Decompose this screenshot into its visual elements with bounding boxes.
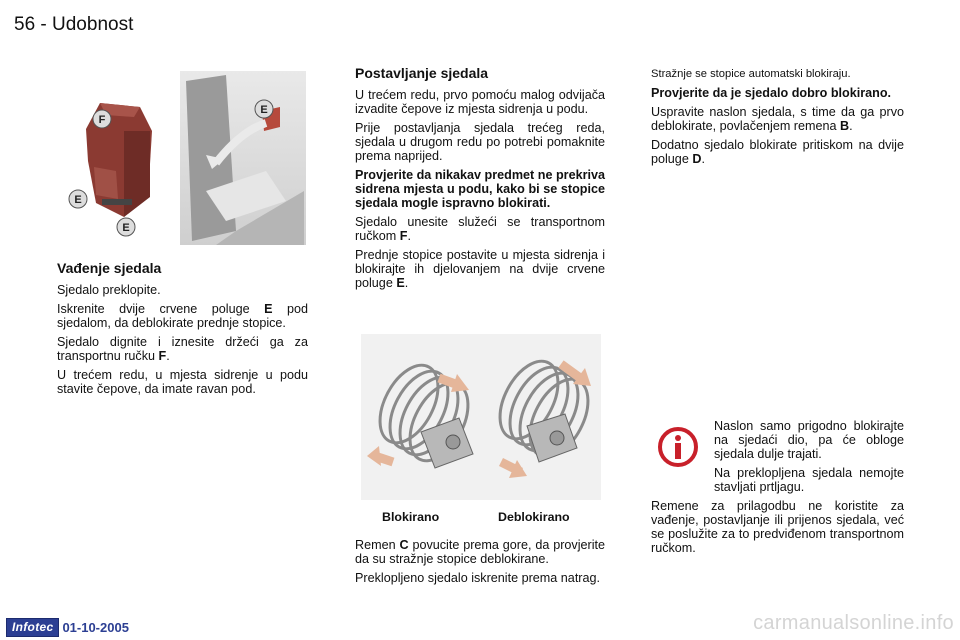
info-paragraph: Naslon samo prigodno blokirajte na sjedaći dio, pa će obloge sjedala dulje trajati.	[714, 419, 904, 461]
label-f: F	[98, 114, 106, 126]
paragraph: Prednje stopice postavite u mjesta sidrenja i blokirajte ih djelovanjem na dvije crvene poluge E.	[355, 248, 605, 290]
paragraph: Prije postavljanja sjedala trećeg reda, sjedala u drugom redu po potrebi pomaknite prema naprijed.	[355, 121, 605, 163]
page-title: 56 - Udobnost	[14, 14, 134, 35]
paragraph: Remen C povucite prema gore, da provjerite da su stražnje stopice deblokirane.	[355, 538, 605, 566]
info-paragraph: Remene za prilagodbu ne koristite za vađenje, postavljanje ili prijenos sjedala, već se poslužite za to predviđenom transportnom ručkom.	[651, 499, 904, 555]
info-paragraph: Na preklopljena sjedala nemojte stavljati prtljagu.	[714, 466, 904, 494]
footer-date: 01-10-2005	[62, 619, 129, 635]
bold-paragraph: Provjerite da je sjedalo dobro blokirano.	[651, 86, 892, 100]
caption-unlocked: Deblokirano	[498, 510, 570, 524]
paragraph: Sjedalo dignite i iznesite držeći ga za transportnu ručku F.	[57, 335, 308, 363]
watermark: carmanualsonline.info	[753, 612, 954, 634]
section-heading-installation: Postavljanje sjedala	[355, 65, 489, 81]
paragraph: U trećem redu, prvo pomoću malog odvijača izvadite čepove iz mjesta sidrenja u podu.	[355, 88, 605, 116]
label-e-top: E	[260, 104, 268, 116]
info-note	[651, 419, 904, 560]
info-icon	[657, 426, 699, 468]
footer	[6, 618, 129, 636]
infotec-logo: Infotec	[6, 618, 59, 637]
seat-removal-illustration	[66, 71, 306, 245]
paragraph: U trećem redu, u mjesta sidrenje u podu stavite čepove, da imate ravan pod.	[57, 368, 308, 396]
section-installation	[355, 66, 605, 295]
section-heading-removal: Vađenje sjedala	[57, 260, 162, 276]
paragraph: Stražnje se stopice automatski blokiraju.	[651, 68, 851, 80]
paragraph: Sjedalo preklopite.	[57, 283, 161, 297]
paragraph: Preklopljeno sjedalo iskrenite prema natrag.	[355, 571, 601, 585]
warning-paragraph: Provjerite da nikakav predmet ne prekriva sidrena mjesta u podu, kako bi se stopice sjedala mogle ispravno blokirati.	[355, 168, 605, 210]
label-e-bottom: E	[122, 222, 130, 234]
section-installation-continued	[355, 538, 605, 590]
section-locking	[651, 67, 904, 171]
seat-anchor-illustration	[361, 334, 601, 500]
paragraph: Uspravite naslon sjedala, s time da ga prvo deblokirate, povlačenjem remena B.	[651, 105, 904, 133]
label-e-left: E	[74, 194, 82, 206]
caption-locked: Blokirano	[382, 510, 440, 524]
paragraph: Sjedalo unesite služeći se transportnom ručkom F.	[355, 215, 605, 243]
paragraph: Iskrenite dvije crvene poluge E pod sjedalom, da deblokirate prednje stopice.	[57, 302, 308, 330]
paragraph: Dodatno sjedalo blokirate pritiskom na dvije poluge D.	[651, 138, 904, 166]
section-removal	[57, 261, 308, 401]
